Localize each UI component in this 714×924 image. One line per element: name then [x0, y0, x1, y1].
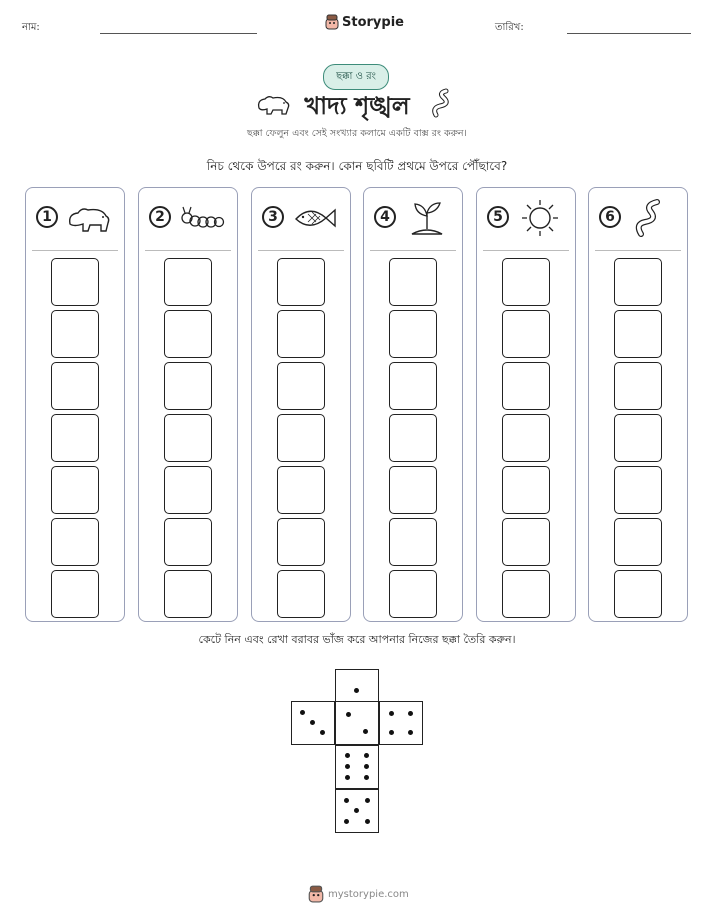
color-box[interactable] [502, 570, 550, 618]
column-divider [32, 250, 118, 251]
column-number: 6 [599, 206, 621, 228]
color-box[interactable] [614, 570, 662, 618]
column-3 [251, 187, 351, 622]
die-face-5 [335, 789, 379, 833]
color-box[interactable] [502, 258, 550, 306]
color-box[interactable] [502, 518, 550, 566]
brand-name: Storypie [342, 14, 404, 30]
color-box[interactable] [164, 414, 212, 462]
color-box[interactable] [277, 310, 325, 358]
color-box[interactable] [614, 518, 662, 566]
color-box[interactable] [51, 570, 99, 618]
color-box[interactable] [164, 518, 212, 566]
color-box[interactable] [502, 466, 550, 514]
column-number: 4 [374, 206, 396, 228]
color-box[interactable] [502, 310, 550, 358]
color-box[interactable] [502, 362, 550, 410]
column-number: 1 [36, 206, 58, 228]
column-number: 3 [262, 206, 284, 228]
color-box[interactable] [389, 414, 437, 462]
date-label: তারিখ: [495, 22, 524, 33]
color-box[interactable] [164, 258, 212, 306]
column-5 [476, 187, 576, 622]
color-box[interactable] [51, 258, 99, 306]
color-box[interactable] [51, 518, 99, 566]
brand-logo [325, 14, 404, 30]
color-box[interactable] [389, 258, 437, 306]
color-box[interactable] [277, 570, 325, 618]
die-face-3 [291, 701, 335, 745]
subtitle: ছক্কা ফেলুন এবং সেই সংখ্যার কলামে একটি বাক্স রং করুন। [247, 128, 467, 139]
column-divider [145, 250, 231, 251]
color-box[interactable] [277, 414, 325, 462]
die-face-2 [335, 701, 379, 745]
column-divider [370, 250, 456, 251]
color-box[interactable] [51, 362, 99, 410]
color-box[interactable] [614, 414, 662, 462]
color-box[interactable] [277, 518, 325, 566]
color-box[interactable] [51, 466, 99, 514]
worm-title-icon [430, 88, 458, 118]
color-box[interactable] [51, 414, 99, 462]
footer [308, 885, 409, 903]
die-face-4 [379, 701, 423, 745]
storypie-mascot-icon [325, 14, 339, 30]
activity-badge: ছক্কা ও রং [323, 64, 389, 90]
column-4 [363, 187, 463, 622]
color-box[interactable] [389, 518, 437, 566]
column-divider [258, 250, 344, 251]
storypie-mascot-icon [308, 885, 324, 903]
color-box[interactable] [614, 362, 662, 410]
name-line[interactable] [100, 33, 257, 34]
footer-url[interactable]: mystorypie.com [328, 888, 409, 900]
polar-bear-icon [66, 198, 112, 238]
column-divider [483, 250, 569, 251]
column-number: 2 [149, 206, 171, 228]
column-number: 5 [487, 206, 509, 228]
page-title: খাদ্য শৃঙ্খল [304, 92, 410, 120]
color-box[interactable] [614, 310, 662, 358]
fish-icon [292, 198, 338, 238]
column-1 [25, 187, 125, 622]
color-box[interactable] [389, 362, 437, 410]
color-box[interactable] [277, 258, 325, 306]
sun-icon [517, 198, 563, 238]
color-box[interactable] [614, 466, 662, 514]
color-box[interactable] [164, 570, 212, 618]
color-box[interactable] [389, 570, 437, 618]
color-box[interactable] [389, 466, 437, 514]
date-line[interactable] [567, 33, 691, 34]
column-6 [588, 187, 688, 622]
column-divider [595, 250, 681, 251]
color-box[interactable] [277, 466, 325, 514]
color-box[interactable] [502, 414, 550, 462]
color-box[interactable] [164, 310, 212, 358]
color-box[interactable] [51, 310, 99, 358]
color-box[interactable] [164, 466, 212, 514]
worm-icon [629, 198, 675, 238]
name-label: নাম: [22, 22, 40, 33]
cut-instruction: কেটে নিন এবং রেখা বরাবর ভাঁজ করে আপনার নিজের ছক্কা তৈরি করুন। [198, 633, 516, 646]
instruction: নিচ থেকে উপরে রং করুন। কোন ছবিটি প্রথমে উপরে পৌঁছাবে? [206, 159, 508, 173]
color-box[interactable] [614, 258, 662, 306]
column-2 [138, 187, 238, 622]
color-box[interactable] [164, 362, 212, 410]
caterpillar-icon [179, 198, 225, 238]
color-box[interactable] [277, 362, 325, 410]
color-box[interactable] [389, 310, 437, 358]
die-face-6 [335, 745, 379, 789]
sprout-icon [404, 198, 450, 238]
